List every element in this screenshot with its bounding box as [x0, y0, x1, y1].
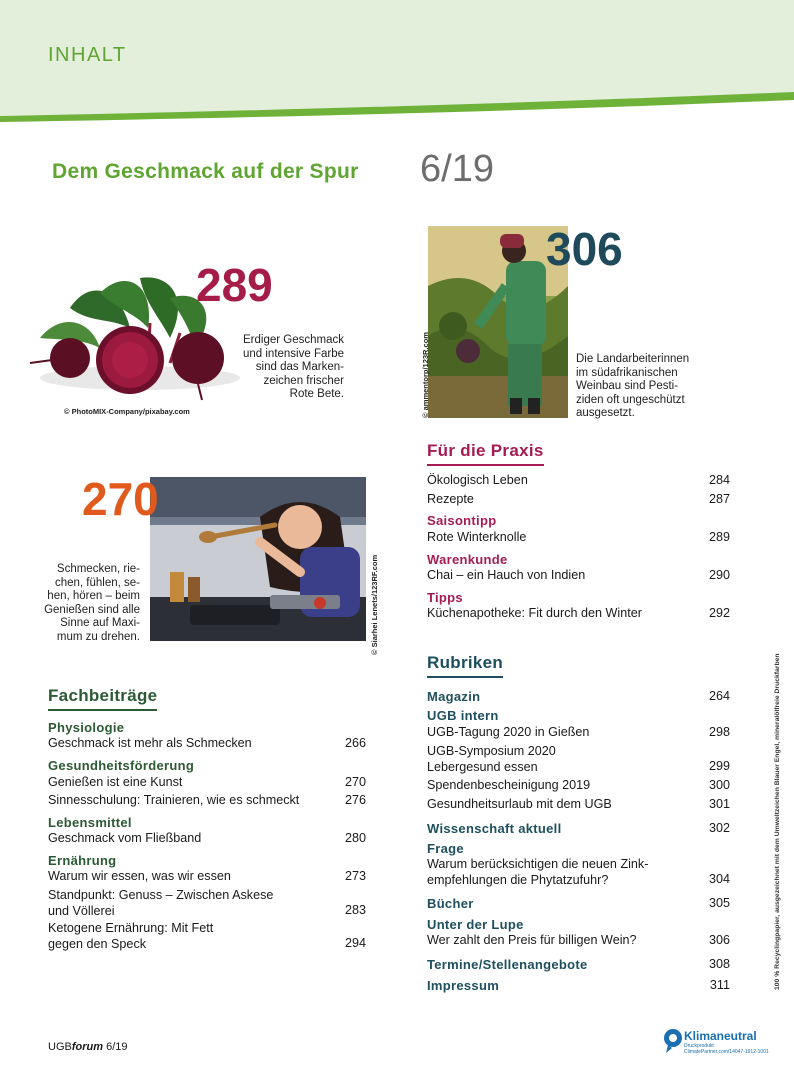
toc-entry-line: Lebergesund essen: [427, 759, 538, 774]
issue-number: 6/19: [420, 148, 494, 190]
toc-entry-title[interactable]: [48, 921, 213, 952]
footer-brand-italic: forum: [71, 1041, 104, 1053]
toc-entry-page: 292: [708, 606, 730, 620]
toc-category: Ernährung: [48, 853, 117, 868]
caption-line: mum zu drehen.: [56, 630, 140, 643]
caption-line: Genießen sind alle: [44, 603, 140, 616]
toc-entry-page: 298: [708, 725, 730, 739]
wine-page-number: 306: [546, 223, 623, 275]
toc-entry-line: gegen den Speck: [48, 936, 147, 951]
toc-entry-title[interactable]: Geschmack vom Fließband: [48, 831, 202, 845]
toc-entry-page: 289: [708, 530, 730, 544]
caption-line: im südafrikanischen: [576, 366, 678, 379]
logo-subtitle: [684, 1043, 769, 1055]
toc-entry-line: Warum berücksichtigen die neuen Zink-: [427, 857, 649, 871]
wine-caption: [576, 353, 689, 421]
toc-category[interactable]: Magazin: [427, 689, 481, 704]
beet-photo-credit: © PhotoMIX-Company/pixabay.com: [64, 407, 190, 416]
toc-entry-page: 273: [344, 869, 366, 883]
toc-entry-title[interactable]: Gesundheitsurlaub mit dem UGB: [427, 797, 612, 811]
toc-entry-page: 299: [708, 759, 730, 773]
toc-entry-page: 280: [344, 831, 366, 845]
caption-line: Die Landarbeiterinnen: [576, 353, 690, 365]
toc-entry-page: 300: [708, 778, 730, 792]
rubriken-heading: Rubriken: [427, 653, 503, 678]
toc-entry-title[interactable]: Ökologisch Leben: [427, 473, 528, 487]
beet-caption: [232, 334, 344, 402]
toc-category: Gesundheitsförderung: [48, 758, 195, 773]
toc-category: Physiologie: [48, 720, 125, 735]
logo-sub-line: Druckprodukt: [684, 1043, 714, 1049]
toc-entry-page: 290: [708, 568, 730, 582]
logo-title: Klimaneutral: [684, 1029, 757, 1043]
toc-category: Saisontipp: [427, 513, 497, 528]
toc-category[interactable]: Bücher: [427, 896, 474, 911]
toc-entry-title[interactable]: Geschmack ist mehr als Schmecken: [48, 736, 252, 750]
logo-sub-line: ClimatePartner.com/14047-1912-1001: [684, 1049, 769, 1055]
toc-entry-title[interactable]: Warum wir essen, was wir essen: [48, 869, 231, 883]
toc-category: Warenkunde: [427, 552, 508, 567]
caption-line: hen, hören – beim: [47, 590, 140, 603]
kitchen-photo-credit: © Siarhei Lenets/123RF.com: [370, 554, 379, 655]
toc-entry-page: 306: [708, 933, 730, 947]
caption-line: ziden oft ungeschützt: [576, 393, 685, 406]
caption-line: Erdiger Geschmack: [243, 334, 344, 346]
kitchen-woman-image: [150, 477, 366, 641]
caption-line: und intensive Farbe: [242, 347, 344, 360]
toc-entry-line: Ketogene Ernährung: Mit Fett: [48, 921, 214, 935]
toc-entry-page: 284: [708, 473, 730, 487]
toc-entry-title[interactable]: Rote Winterknolle: [427, 530, 527, 544]
toc-entry-title[interactable]: Rezepte: [427, 492, 474, 506]
toc-entry-title[interactable]: Wer zahlt den Preis für billigen Wein?: [427, 933, 637, 947]
caption-line: Sinne auf Maxi-: [60, 617, 140, 630]
toc-category[interactable]: Termine/Stellenangebote: [427, 957, 588, 972]
praxis-heading: Für die Praxis: [427, 441, 544, 466]
footer-brand: UGB: [48, 1041, 72, 1053]
toc-entry-title[interactable]: UGB-Tagung 2020 in Gießen: [427, 725, 590, 739]
page-header: [0, 0, 794, 125]
footer-issue-number: 6/19: [106, 1041, 128, 1053]
toc-entry-line: Standpunkt: Genuss – Zwischen Askese: [48, 888, 274, 902]
recycling-note: 100 % Recyclingpapier, ausgezeichnet mit dem Umweltzeichen Blauer Engel, mineralölfreie Druckfarben: [774, 653, 781, 990]
toc-entry-page: 264: [708, 689, 730, 703]
toc-entry-title[interactable]: Genießen ist eine Kunst: [48, 775, 183, 789]
toc-entry-title[interactable]: [48, 888, 273, 919]
section-label: INHALT: [48, 44, 127, 66]
toc-category: Tipps: [427, 590, 463, 605]
toc-entry-page: 266: [344, 736, 366, 750]
toc-entry-page: 311: [709, 978, 730, 992]
toc-entry-line: und Völlerei: [48, 903, 115, 918]
wine-photo-credit: © ammentorp/123R.com: [421, 332, 430, 418]
toc-category[interactable]: Impressum: [427, 978, 500, 993]
toc-entry-page: 287: [708, 492, 730, 506]
toc-entry-title[interactable]: [427, 857, 648, 888]
beet-page-number: 289: [196, 259, 273, 311]
caption-line: zeichen frischer: [263, 374, 344, 387]
page-title: Dem Geschmack auf der Spur: [52, 160, 359, 183]
toc-entry-page: 302: [708, 821, 730, 835]
toc-entry-line: empfehlungen die Phytatzufuhr?: [427, 872, 609, 887]
toc-entry-page: 276: [344, 793, 366, 807]
toc-entry-page: 270: [344, 775, 366, 789]
toc-category: UGB intern: [427, 708, 499, 723]
caption-line: sind das Marken-: [255, 361, 344, 374]
toc-entry-page: 305: [708, 896, 730, 910]
toc-entry-page: 308: [708, 957, 730, 971]
fach-heading: Fachbeiträge: [48, 686, 157, 711]
toc-category: Lebensmittel: [48, 815, 132, 830]
kitchen-page-number: 270: [82, 473, 159, 525]
toc-category: Unter der Lupe: [427, 917, 524, 932]
toc-entry-line: UGB-Symposium 2020: [427, 744, 556, 758]
toc-category[interactable]: Wissenschaft aktuell: [427, 821, 562, 836]
caption-line: Rote Bete.: [289, 388, 344, 401]
kitchen-caption: [34, 563, 140, 645]
toc-entry-title[interactable]: Spendenbescheinigung 2019: [427, 778, 591, 792]
toc-entry-title[interactable]: Küchenapotheke: Fit durch den Winter: [427, 606, 642, 620]
toc-entry-page: 304: [708, 872, 730, 886]
toc-entry-title[interactable]: Sinnesschulung: Trainieren, wie es schmeckt: [48, 793, 300, 807]
toc-entry-page: 283: [344, 903, 366, 917]
toc-entry-title[interactable]: [427, 744, 556, 775]
caption-line: ausgesetzt.: [576, 407, 635, 420]
caption-line: chen, fühlen, se-: [54, 576, 140, 589]
caption-line: Weinbau sind Pesti-: [576, 380, 679, 393]
toc-entry-page: 294: [344, 936, 366, 950]
caption-line: Schmecken, rie-: [56, 563, 140, 575]
toc-entry-page: 301: [708, 797, 730, 811]
toc-category: Frage: [427, 841, 464, 856]
footer-issue: [48, 1041, 128, 1053]
toc-entry-title[interactable]: Chai – ein Hauch von Indien: [427, 568, 586, 582]
